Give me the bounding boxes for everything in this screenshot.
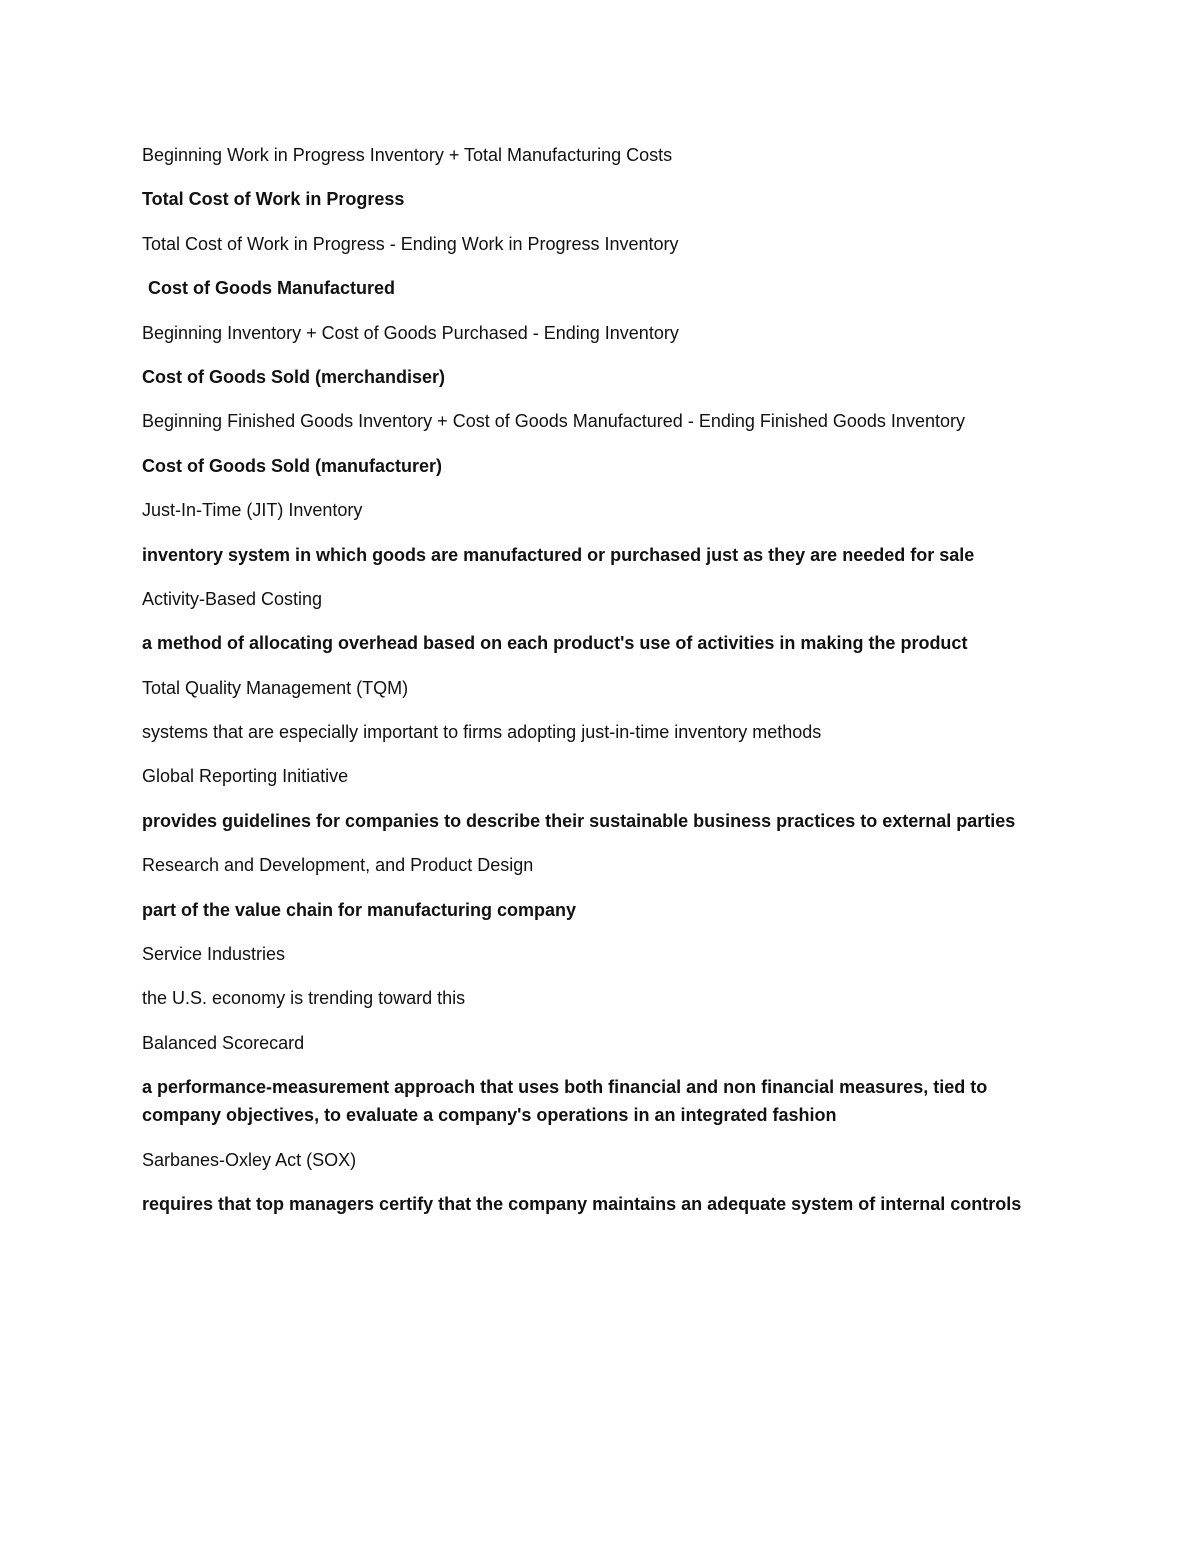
- paragraph-23: Sarbanes-Oxley Act (SOX): [142, 1149, 357, 1170]
- paragraph-15: Global Reporting Initiative: [142, 766, 349, 787]
- paragraph-11: Activity-Based Costing: [142, 588, 323, 609]
- paragraph-24: requires that top managers certify that the company maintains an adequate system of internal controls: [142, 1193, 1022, 1214]
- document-body: [142, 141, 1062, 1234]
- paragraph-22: a performance-measurement approach that uses both financial and non financial measures, tied to company objectives, to evaluate a company's operations in an integrated fashion: [142, 1077, 988, 1126]
- paragraph-5: Beginning Inventory + Cost of Goods Purchased - Ending Inventory: [142, 322, 679, 343]
- paragraph-18: part of the value chain for manufacturing company: [142, 899, 577, 920]
- paragraph-13: Total Quality Management (TQM): [142, 677, 409, 698]
- paragraph-3: Total Cost of Work in Progress - Ending Work in Progress Inventory: [142, 233, 679, 254]
- paragraph-17: Research and Development, and Product Design: [142, 855, 534, 876]
- paragraph-7: Beginning Finished Goods Inventory + Cost of Goods Manufactured - Ending Finished Goods Inventory: [142, 411, 965, 432]
- paragraph-9: Just-In-Time (JIT) Inventory: [142, 500, 363, 521]
- paragraph-20: the U.S. economy is trending toward this: [142, 988, 466, 1009]
- paragraph-2: Total Cost of Work in Progress: [142, 189, 405, 210]
- paragraph-6: Cost of Goods Sold (merchandiser): [142, 366, 446, 387]
- paragraph-10: inventory system in which goods are manufactured or purchased just as they are needed for sale: [142, 544, 975, 565]
- paragraph-8: Cost of Goods Sold (manufacturer): [142, 455, 443, 476]
- paragraph-4: Cost of Goods Manufactured: [148, 278, 395, 299]
- paragraph-19: Service Industries: [142, 944, 286, 965]
- paragraph-16: provides guidelines for companies to describe their sustainable business practices to external parties: [142, 810, 1016, 831]
- paragraph-12: a method of allocating overhead based on each product's use of activities in making the product: [142, 633, 968, 654]
- paragraph-21: Balanced Scorecard: [142, 1032, 305, 1053]
- paragraph-14: systems that are especially important to firms adopting just-in-time inventory methods: [142, 722, 822, 743]
- paragraph-1: Beginning Work in Progress Inventory + Total Manufacturing Costs: [142, 145, 673, 165]
